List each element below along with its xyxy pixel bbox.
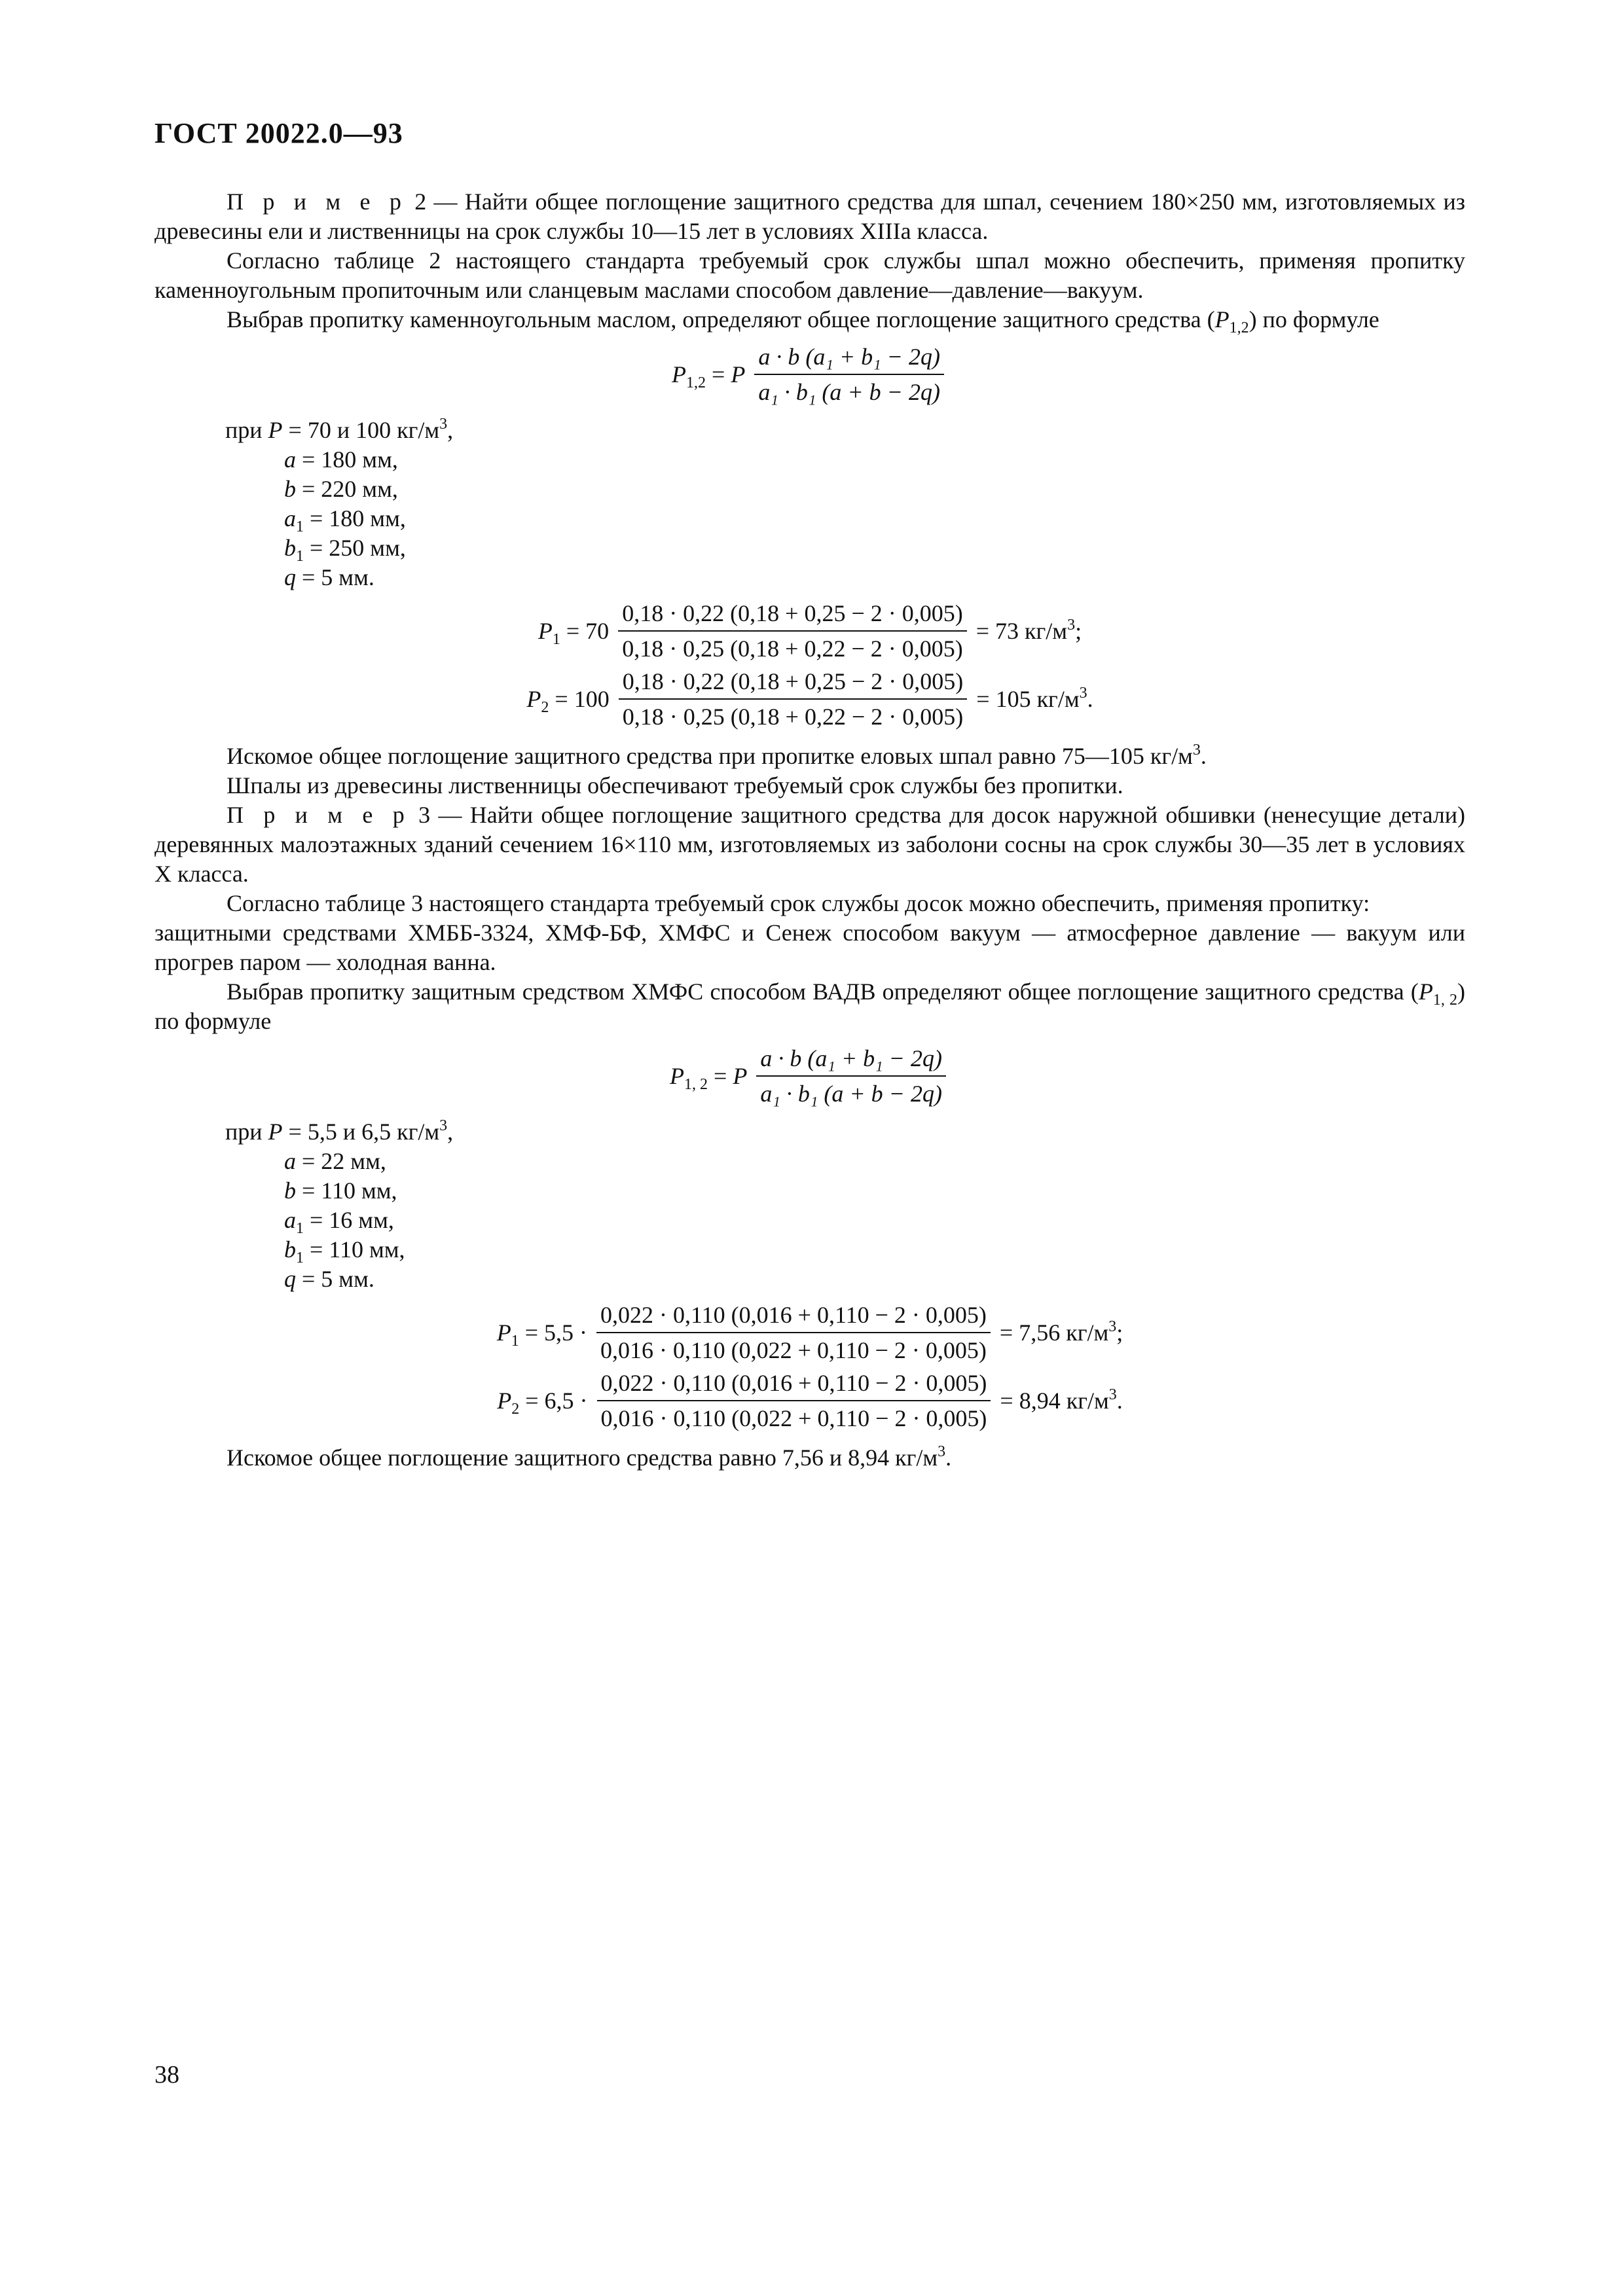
- subscript: 1: [511, 1332, 519, 1350]
- example3-calculation-p2: [155, 1369, 1465, 1433]
- calc-lhs: $P_2 = 6,5$ ·: [497, 1387, 588, 1418]
- example2-intro-text: 2 — Найти общее поглощение защитного средства для шпал, сечением 180×250 мм, изготовляемых из древесины ели и лиственницы на срок службы 10—15 лет в условиях XIIIа класса.: [155, 188, 1465, 244]
- superscript: 3: [1079, 684, 1087, 702]
- example3-parameters: [225, 1117, 1465, 1294]
- result-text: Искомое общее поглощение защитного средства равно 7,56 и 8,94 кг/м: [227, 1444, 938, 1471]
- calc-factor: = 70: [560, 617, 610, 644]
- calc-lhs: $P_1 = 5,5$ ·: [496, 1319, 588, 1350]
- param-value: = 22 мм,: [302, 1148, 386, 1174]
- symbol-p: P: [672, 361, 687, 387]
- param-value: = 16 мм,: [310, 1207, 394, 1233]
- formula-fraction: [756, 1044, 946, 1108]
- symbol-p: P: [268, 1119, 283, 1145]
- parameter-row: q = 5 мм.: [284, 1266, 374, 1292]
- result-text: Искомое общее поглощение защитного средства при пропитке еловых шпал равно 75—105 кг/м: [227, 743, 1193, 769]
- param-value: = 220 мм,: [302, 476, 398, 502]
- calc-numerator: 0,18 · 0,22 (0,18 + 0,25 − 2 · 0,005): [619, 667, 968, 700]
- calc-fraction: [596, 1300, 991, 1365]
- symbol-p: P: [268, 417, 283, 443]
- param-prefix: при: [225, 417, 268, 443]
- param-value: = 180 мм,: [310, 505, 406, 531]
- example3-intro: [155, 800, 1465, 889]
- symbol-p: P: [1418, 978, 1433, 1005]
- parameter-row: $a_1 = 180$ мм,: [284, 505, 406, 535]
- example-label: П р и м е р: [227, 188, 407, 215]
- example3-general-formula: [155, 1044, 1465, 1108]
- calc-factor: = 6,5 ·: [519, 1387, 588, 1414]
- punct: ,: [447, 417, 454, 443]
- param-value: = 110 мм,: [310, 1236, 405, 1263]
- param-prefix: при: [225, 1119, 268, 1145]
- calc-fraction: [597, 1369, 991, 1433]
- result-value: = 7,56 кг/м: [999, 1319, 1109, 1346]
- choice-text: Выбрав пропитку каменноугольным маслом, определяют общее поглощение защитного средства (: [227, 306, 1215, 332]
- symbol-p: P: [1214, 306, 1230, 332]
- superscript: 3: [938, 1443, 946, 1460]
- subscript: 2: [511, 1400, 520, 1418]
- calc-factor: = 5,5 ·: [519, 1319, 588, 1346]
- choice-text: Выбрав пропитку защитным средством ХМФС способом ВАДВ определяют общее поглощение защитного средства (: [227, 978, 1419, 1005]
- formula-lhs: $P_{1, 2} = P$: [670, 1062, 748, 1093]
- subscript: 1,2: [686, 374, 706, 391]
- subscript: 1, 2: [684, 1075, 708, 1093]
- calc-fraction: [618, 599, 967, 663]
- parameter-row: q = 5 мм.: [284, 564, 374, 590]
- example3-calculation-p1: [155, 1300, 1465, 1365]
- parameter-row: [225, 1117, 1465, 1147]
- result-value: = 105 кг/м: [976, 685, 1080, 712]
- result-value: = 73 кг/м: [976, 617, 1068, 644]
- page-number: 38: [155, 2061, 179, 2089]
- example2-larch-note: Шпалы из древесины лиственницы обеспечивают требуемый срок службы без пропитки.: [227, 772, 1123, 798]
- param-value: = 110 мм,: [302, 1177, 397, 1204]
- param-value: = 250 мм,: [310, 535, 406, 561]
- subscript: 1,2: [1229, 319, 1249, 336]
- param-value: = 5 мм.: [302, 564, 374, 590]
- example2-general-formula: [155, 342, 1465, 406]
- punct: ;: [1116, 1319, 1123, 1346]
- param-value: = 5 мм.: [302, 1266, 374, 1292]
- symbol-p: P: [670, 1062, 685, 1089]
- param-value: = 70 и 100 кг/м: [282, 417, 440, 443]
- parameter-row: a = 22 мм,: [284, 1148, 386, 1174]
- calc-numerator: 0,022 · 0,110 (0,016 + 0,110 − 2 · 0,005): [596, 1300, 991, 1333]
- formula-numerator: a · b (a₁ + b₁ − 2q): [754, 342, 944, 375]
- parameter-row: $a_1 = 16$ мм,: [284, 1207, 394, 1237]
- parameter-row: $b_1 = 250$ мм,: [284, 535, 406, 565]
- result-value: = 8,94 кг/м: [1000, 1387, 1109, 1414]
- choice-text-end: ) по формуле: [155, 978, 1466, 1034]
- punct: ,: [447, 1119, 454, 1145]
- formula-numerator: a · b (a₁ + b₁ − 2q): [756, 1044, 946, 1077]
- formula-lhs: $P_{1,2} = P$: [672, 361, 746, 391]
- formula-fraction: [754, 342, 944, 406]
- calc-factor: = 100: [549, 685, 610, 712]
- superscript: 3: [439, 416, 448, 433]
- superscript: 3: [1108, 1318, 1117, 1335]
- formula-denominator: a₁ · b₁ (a + b − 2q): [760, 1081, 942, 1107]
- parameter-row: [225, 416, 1465, 445]
- parameter-row: $b_1 = 110$ мм,: [284, 1236, 405, 1266]
- example3-result: [155, 1443, 1465, 1473]
- example2-parameters: [225, 416, 1465, 592]
- example2-calculation-p2: [155, 667, 1465, 731]
- superscript: 3: [1108, 1386, 1117, 1403]
- example3-agents: защитными средствами ХМББ-3324, ХМФ-БФ, ХМФС и Сенеж способом вакуум — атмосферное давление — вакуум или прогрев паром — холодная ванна.: [155, 920, 1465, 975]
- example3-table-reference: Согласно таблице 3 настоящего стандарта требуемый срок службы досок можно обеспечить, применяя пропитку:: [227, 890, 1370, 916]
- calc-lhs: $P_2 = 100$: [526, 685, 610, 716]
- document-header: ГОСТ 20022.0—93: [155, 117, 403, 149]
- calc-numerator: 0,18 · 0,22 (0,18 + 0,25 − 2 · 0,005): [618, 599, 967, 632]
- param-value: = 180 мм,: [302, 446, 398, 473]
- example3-intro-text: 3 — Найти общее поглощение защитного средства для досок наружной обшивки (ненесущие детали) деревянных малоэтажных зданий сечением 16×110 мм, изготовляемых из заболони сосны на срок службы 30—35 лет в условиях X класса.: [155, 802, 1465, 887]
- subscript: 2: [541, 698, 549, 716]
- calc-denominator: 0,18 · 0,25 (0,18 + 0,22 − 2 · 0,005): [622, 636, 963, 662]
- punct: ;: [1075, 617, 1082, 644]
- subscript: 1, 2: [1432, 992, 1458, 1009]
- superscript: 3: [439, 1117, 448, 1134]
- example2-result: [155, 742, 1465, 771]
- calc-lhs: $P_1 = 70$: [538, 617, 610, 648]
- param-value: = 5,5 и 6,5 кг/м: [282, 1119, 440, 1145]
- parameter-row: b = 110 мм,: [284, 1177, 397, 1204]
- punct: .: [1116, 1387, 1123, 1414]
- superscript: 3: [1192, 742, 1201, 759]
- parameter-row: a = 180 мм,: [284, 446, 398, 473]
- choice-text-end: ) по формуле: [1249, 306, 1379, 332]
- superscript: 3: [1067, 616, 1076, 634]
- document-body: [155, 187, 1465, 1473]
- example-label: П р и м е р: [227, 802, 410, 828]
- calc-denominator: 0,18 · 0,25 (0,18 + 0,22 − 2 · 0,005): [622, 704, 964, 730]
- formula-denominator: a₁ · b₁ (a + b − 2q): [758, 379, 940, 405]
- calc-result: [1000, 1318, 1123, 1348]
- punct: .: [1200, 743, 1207, 769]
- calc-fraction: [619, 667, 968, 731]
- example3-choice: [155, 977, 1465, 1036]
- punct: .: [1087, 685, 1093, 712]
- punct: .: [945, 1444, 952, 1471]
- example2-choice: [155, 305, 1465, 334]
- example2-intro: [155, 187, 1465, 246]
- calc-denominator: 0,016 · 0,110 (0,022 + 0,110 − 2 · 0,005): [600, 1405, 987, 1431]
- calc-numerator: 0,022 · 0,110 (0,016 + 0,110 − 2 · 0,005): [597, 1369, 991, 1401]
- example2-table-reference: Согласно таблице 2 настоящего стандарта требуемый срок службы шпал можно обеспечить, применяя пропитку каменноугольным пропиточным или сланцевым маслами способом давление—давление—вакуум.: [155, 247, 1465, 303]
- calc-result: [976, 617, 1082, 646]
- calc-result: [976, 685, 1093, 714]
- calc-result: [1000, 1386, 1122, 1416]
- calc-denominator: 0,016 · 0,110 (0,022 + 0,110 − 2 · 0,005): [600, 1337, 987, 1363]
- parameter-row: b = 220 мм,: [284, 476, 398, 502]
- subscript: 1: [552, 630, 560, 648]
- example2-calculation-p1: [155, 599, 1465, 663]
